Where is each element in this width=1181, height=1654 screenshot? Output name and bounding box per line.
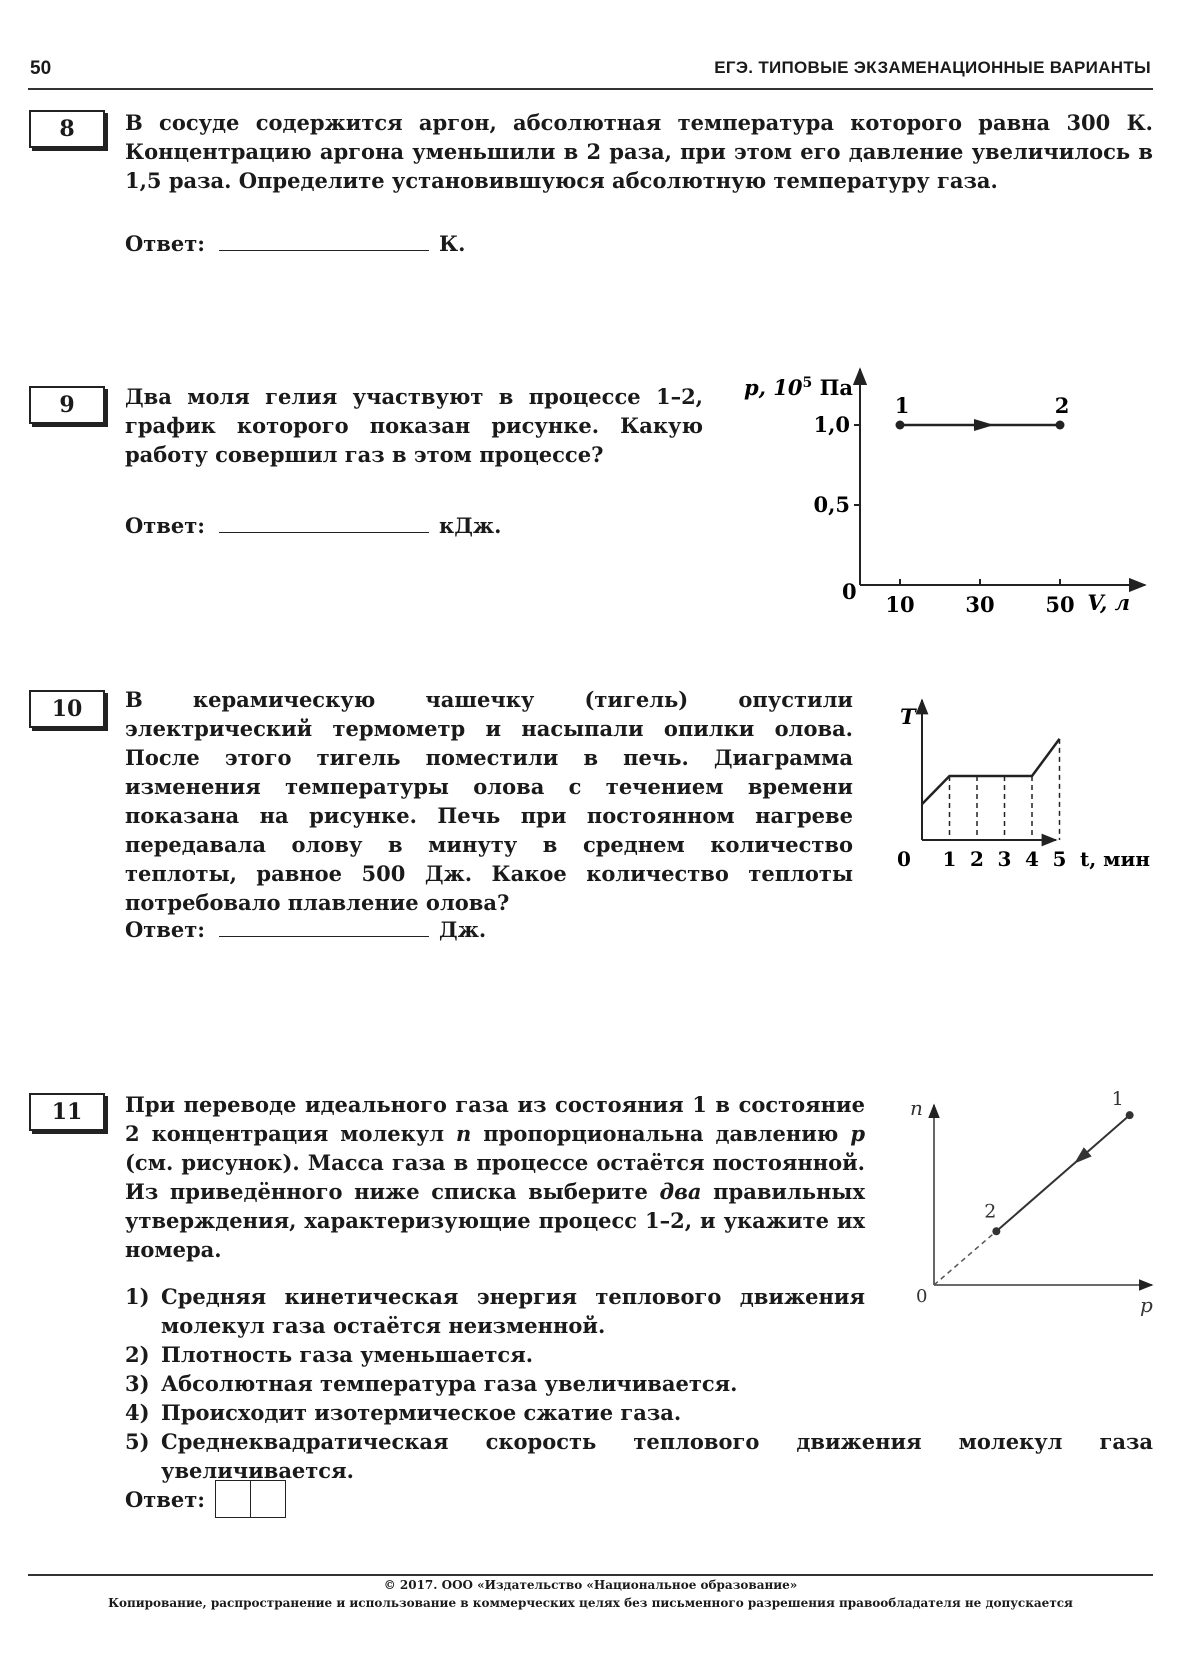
option-3: 3) Абсолютная температура газа увеличивается. xyxy=(125,1371,738,1396)
answer-unit: Дж. xyxy=(439,917,487,942)
x-tick-label: 2 xyxy=(970,847,984,870)
x-tick-label: 4 xyxy=(1025,847,1039,870)
running-title: ЕГЭ. ТИПОВЫЕ ЭКЗАМЕНАЦИОННЫЕ ВАРИАНТЫ xyxy=(714,58,1151,77)
state-point-label: 2 xyxy=(1054,393,1070,418)
answer-unit: К. xyxy=(439,231,466,256)
dashed-extension xyxy=(934,1231,996,1285)
y-tick-label: 0,5 xyxy=(813,492,850,517)
state-point-label: 1 xyxy=(1111,1090,1124,1111)
y-axis-label: T xyxy=(900,704,916,729)
answer-label: Ответ: xyxy=(125,1487,206,1512)
question-11-number: 11 xyxy=(29,1093,105,1131)
option-2: 2) Плотность газа уменьшается. xyxy=(125,1342,534,1367)
answer-label: Ответ: xyxy=(125,917,206,942)
temperature-line xyxy=(922,739,1060,804)
answer-label: Ответ: xyxy=(125,513,206,538)
question-8-answer xyxy=(125,228,465,256)
question-11-text: При переводе идеального газа из состояния 1 в состояние 2 концентрация молекул n пропорциональна давлению p (см. рисунок). Масса газа в процессе остаётся постоянной. Из приведённого ниже списка выберите два правильных утверждения, характеризующие процесс 1–2, и укажите их номера. xyxy=(125,1092,865,1262)
question-11-answer xyxy=(125,1480,286,1523)
q10-temperature-chart xyxy=(880,690,1170,870)
x-axis-label: V, л xyxy=(1087,590,1130,615)
origin-label: 0 xyxy=(916,1286,928,1307)
page-number: 50 xyxy=(30,58,52,79)
answer-field[interactable] xyxy=(219,228,429,251)
x-tick-label: 3 xyxy=(997,847,1012,870)
x-tick-label: 50 xyxy=(1045,592,1075,617)
answer-field[interactable] xyxy=(219,510,429,533)
footer-divider xyxy=(28,1574,1153,1576)
q11-np-chart xyxy=(900,1090,1160,1320)
x-tick-label: 5 xyxy=(1052,847,1067,870)
option-5: 5) Среднеквадратическая скорость теплового движения молекул газа увеличивается. xyxy=(125,1429,1153,1483)
question-8-number: 8 xyxy=(29,110,105,148)
state-point-2 xyxy=(1056,421,1065,430)
answer-boxes xyxy=(215,1480,286,1523)
y-axis-label: p, $10^5$ Па xyxy=(744,375,854,400)
question-9-number: 9 xyxy=(29,386,105,424)
y-tick-label: 1,0 xyxy=(813,412,850,437)
state-point-1 xyxy=(1126,1111,1134,1119)
answer-box-2[interactable] xyxy=(251,1480,286,1518)
q11-plot-area xyxy=(934,1090,1134,1285)
state-point-label: 2 xyxy=(984,1200,997,1223)
q9-pv-chart xyxy=(740,365,1160,620)
x-axis-label: t, мин xyxy=(1080,847,1151,870)
answer-box-1[interactable] xyxy=(215,1480,251,1518)
question-8-text: В сосуде содержится аргон, абсолютная температура которого равна 300 К. Концентрацию аргона уменьшили в 2 раза, при этом его давление увеличилось в 1,5 раза. Определите установившуюся абсолютную температуру газа. xyxy=(125,110,1153,193)
copyright-notice: Копирование, распространение и использование в коммерческих целях без письменного разрешения правообладателя не допускается xyxy=(108,1596,1073,1610)
question-9-text: Два моля гелия участвуют в процессе 1–2, график которого показан рисунке. Какую работу совершил газ в этом процессе? xyxy=(125,384,703,467)
x-tick-label: 1 xyxy=(942,847,957,870)
state-point-label: 1 xyxy=(894,393,910,418)
question-10-text: В керамическую чашечку (тигель) опустили электрический термометр и насыпали опилки олова. После этого тигель поместили в печь. Диаграмма изменения температуры олова с течением времени показана на рисунке. Печь при постоянном нагреве передавала олову в минуту в среднем количество теплоты, равное 500 Дж. Какое количество теплоты потребовало плавление олова? xyxy=(125,687,853,915)
answer-label: Ответ: xyxy=(125,231,206,256)
process-line xyxy=(996,1115,1129,1231)
direction-arrow xyxy=(974,419,994,431)
option-1: 1) Средняя кинетическая энергия теплового движения молекул газа остаётся неизменной. xyxy=(125,1284,865,1338)
question-10-answer xyxy=(125,914,486,942)
state-point-1 xyxy=(896,421,905,430)
answer-field[interactable] xyxy=(219,914,429,937)
y-axis-label: n xyxy=(910,1096,923,1120)
question-9-answer xyxy=(125,510,501,538)
state-point-2 xyxy=(992,1227,1000,1235)
copyright: © 2017. ООО «Издательство «Национальное образование» xyxy=(383,1578,798,1592)
x-tick-label: 30 xyxy=(965,592,995,617)
x-tick-label: 0 xyxy=(897,847,911,870)
option-4: 4) Происходит изотермическое сжатие газа. xyxy=(125,1400,682,1425)
answer-unit: кДж. xyxy=(439,513,502,538)
x-tick-label: 10 xyxy=(885,592,915,617)
x-axis-label: p xyxy=(1140,1293,1153,1317)
question-10-number: 10 xyxy=(29,690,105,728)
origin-label: 0 xyxy=(842,579,857,604)
header-divider xyxy=(28,88,1153,90)
